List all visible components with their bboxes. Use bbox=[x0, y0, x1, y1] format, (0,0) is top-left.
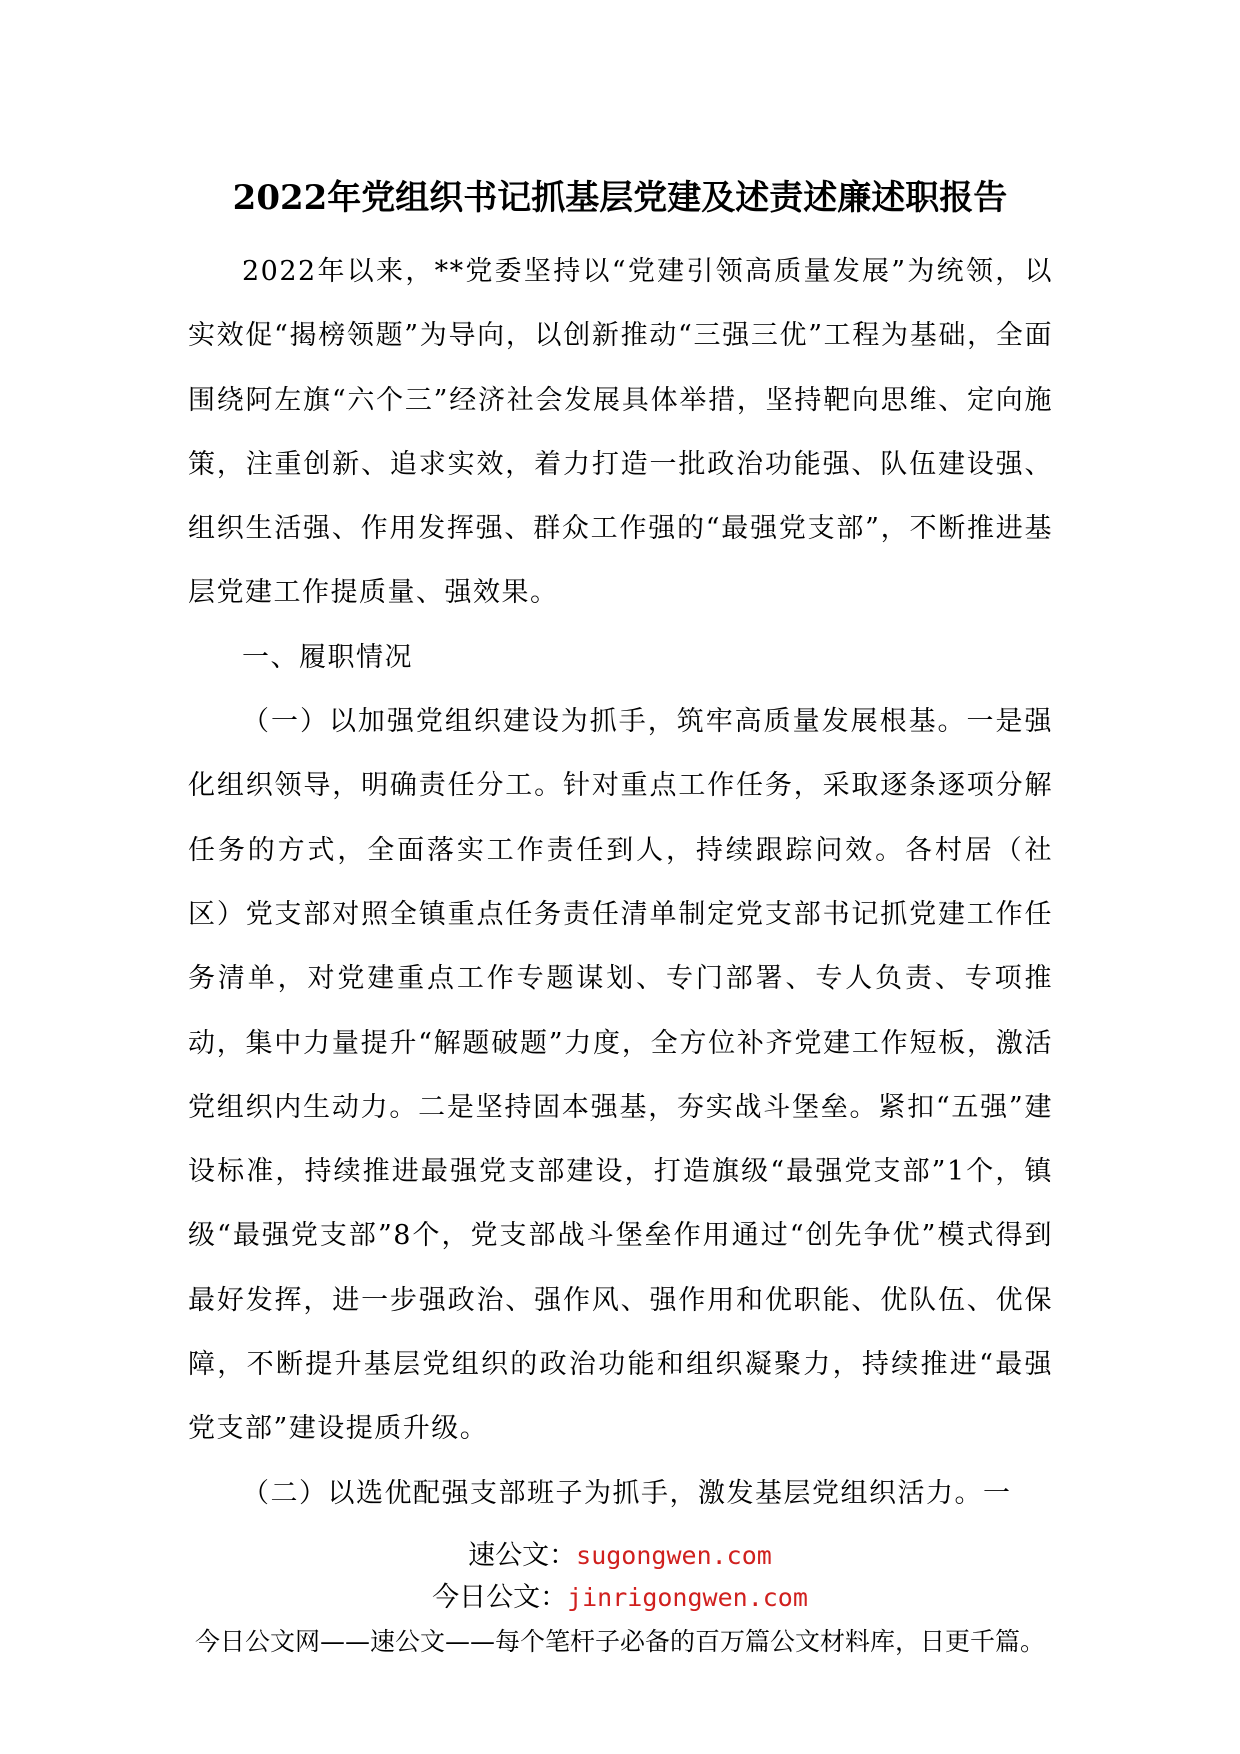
footer-link-jinrigongwen[interactable]: jinrigongwen.com bbox=[567, 1583, 808, 1612]
paragraph-section-1: （一）以加强党组织建设为抓手，筑牢高质量发展根基。一是强化组织领导，明确责任分工。针对重点工作任务，采取逐条逐项分解任务的方式，全面落实工作责任到人，持续跟踪问效。各村居（社区）党支部对照全镇重点任务责任清单制定党支部书记抓党建工作任务清单，对党建重点工作专题谋划、专门部署、专人负责、专项推动，集中力量提升“解题破题”力度，全方位补齐党建工作短板，激活党组织内生动力。二是坚持固本强基，夯实战斗堡垒。紧扣“五强”建设标准，持续推进最强党支部建设，打造旗级“最强党支部”1个，镇级“最强党支部”8个，党支部战斗堡垒作用通过“创先争优”模式得到最好发挥，进一步强政治、强作风、强作用和优职能、优队伍、优保障，不断提升基层党组织的政治功能和组织凝聚力，持续推进“最强党支部”建设提质升级。 bbox=[188, 706, 1053, 1445]
footer-label-1: 速公文： bbox=[468, 1540, 577, 1571]
paragraph-intro: 2022年以来，**党委坚持以“党建引领高质量发展”为统领，以实效促“揭榜领题”为导向，以创新推动“三强三优”工程为基础，全面围绕阿左旗“六个三”经济社会发展具体举措，坚持靶向思维、定向施策，注重创新、追求实效，着力打造一批政治功能强、队伍建设强、组织生活强、作用发挥强、群众工作强的“最强党支部”，不断推进基层党建工作提质量、强效果。 bbox=[188, 256, 1053, 609]
paragraph-section-2: （二）以选优配强支部班子为抓手，激发基层党组织活力。一 bbox=[242, 1477, 1012, 1509]
document-body bbox=[188, 240, 1053, 1526]
footer-sugongwen bbox=[0, 1538, 1240, 1574]
footer-link-sugongwen[interactable]: sugongwen.com bbox=[576, 1541, 772, 1570]
section-heading: 一、履职情况 bbox=[242, 641, 413, 673]
footer-label-2: 今日公文： bbox=[432, 1582, 568, 1613]
footer-slogan: 今日公文网——速公文——每个笔杆子必备的百万篇公文材料库，日更千篇。 bbox=[194, 1627, 1045, 1656]
document-title: 2022年党组织书记抓基层党建及述责述廉述职报告 bbox=[232, 178, 1008, 218]
footer-jinrigongwen bbox=[0, 1580, 1240, 1616]
